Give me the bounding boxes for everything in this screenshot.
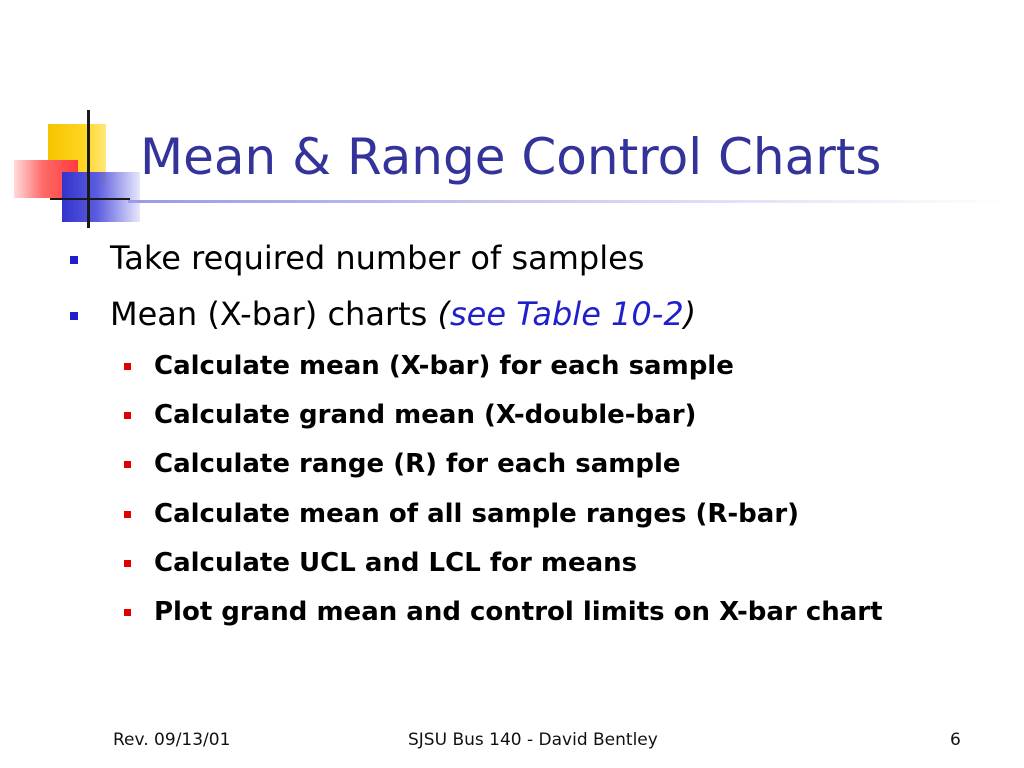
- sub-bullet-text: Calculate range (R) for each sample: [154, 449, 681, 479]
- slide-title: Mean & Range Control Charts: [140, 128, 882, 186]
- bullet-text: Take required number of samples: [110, 239, 645, 277]
- footer-course: SJSU Bus 140 - David Bentley: [408, 730, 658, 750]
- sub-bullet-square-icon: [124, 511, 131, 518]
- title-underline: [128, 200, 1008, 203]
- sub-bullet-text: Calculate mean of all sample ranges (R-bar): [154, 499, 800, 529]
- sub-bullet-text: Calculate grand mean (X-double-bar): [154, 400, 697, 430]
- sub-bullet-square-icon: [124, 560, 131, 567]
- bullet-square-icon: [70, 256, 78, 264]
- footer-page-number: 6: [950, 730, 961, 750]
- bullet-main-text: Mean (X-bar) charts: [110, 295, 438, 333]
- table-reference: see Table 10-2: [449, 295, 684, 333]
- decorative-blue-square: [62, 172, 140, 222]
- sub-bullet-square-icon: [124, 412, 131, 419]
- bullet-square-icon: [70, 312, 78, 320]
- paren-open: (: [437, 295, 450, 333]
- bullet-text: [110, 294, 696, 334]
- sub-bullet-square-icon: [124, 609, 131, 616]
- footer-revision: Rev. 09/13/01: [113, 730, 231, 750]
- sub-bullet-text: Calculate mean (X-bar) for each sample: [154, 351, 734, 381]
- sub-bullet-text: Calculate UCL and LCL for means: [154, 548, 638, 578]
- decorative-vertical-line: [87, 110, 90, 228]
- decorative-horizontal-line: [50, 198, 130, 200]
- sub-bullet-square-icon: [124, 363, 131, 370]
- sub-bullet-square-icon: [124, 461, 131, 468]
- paren-close: ): [683, 295, 697, 333]
- sub-bullet-text: Plot grand mean and control limits on X-bar chart: [154, 597, 883, 627]
